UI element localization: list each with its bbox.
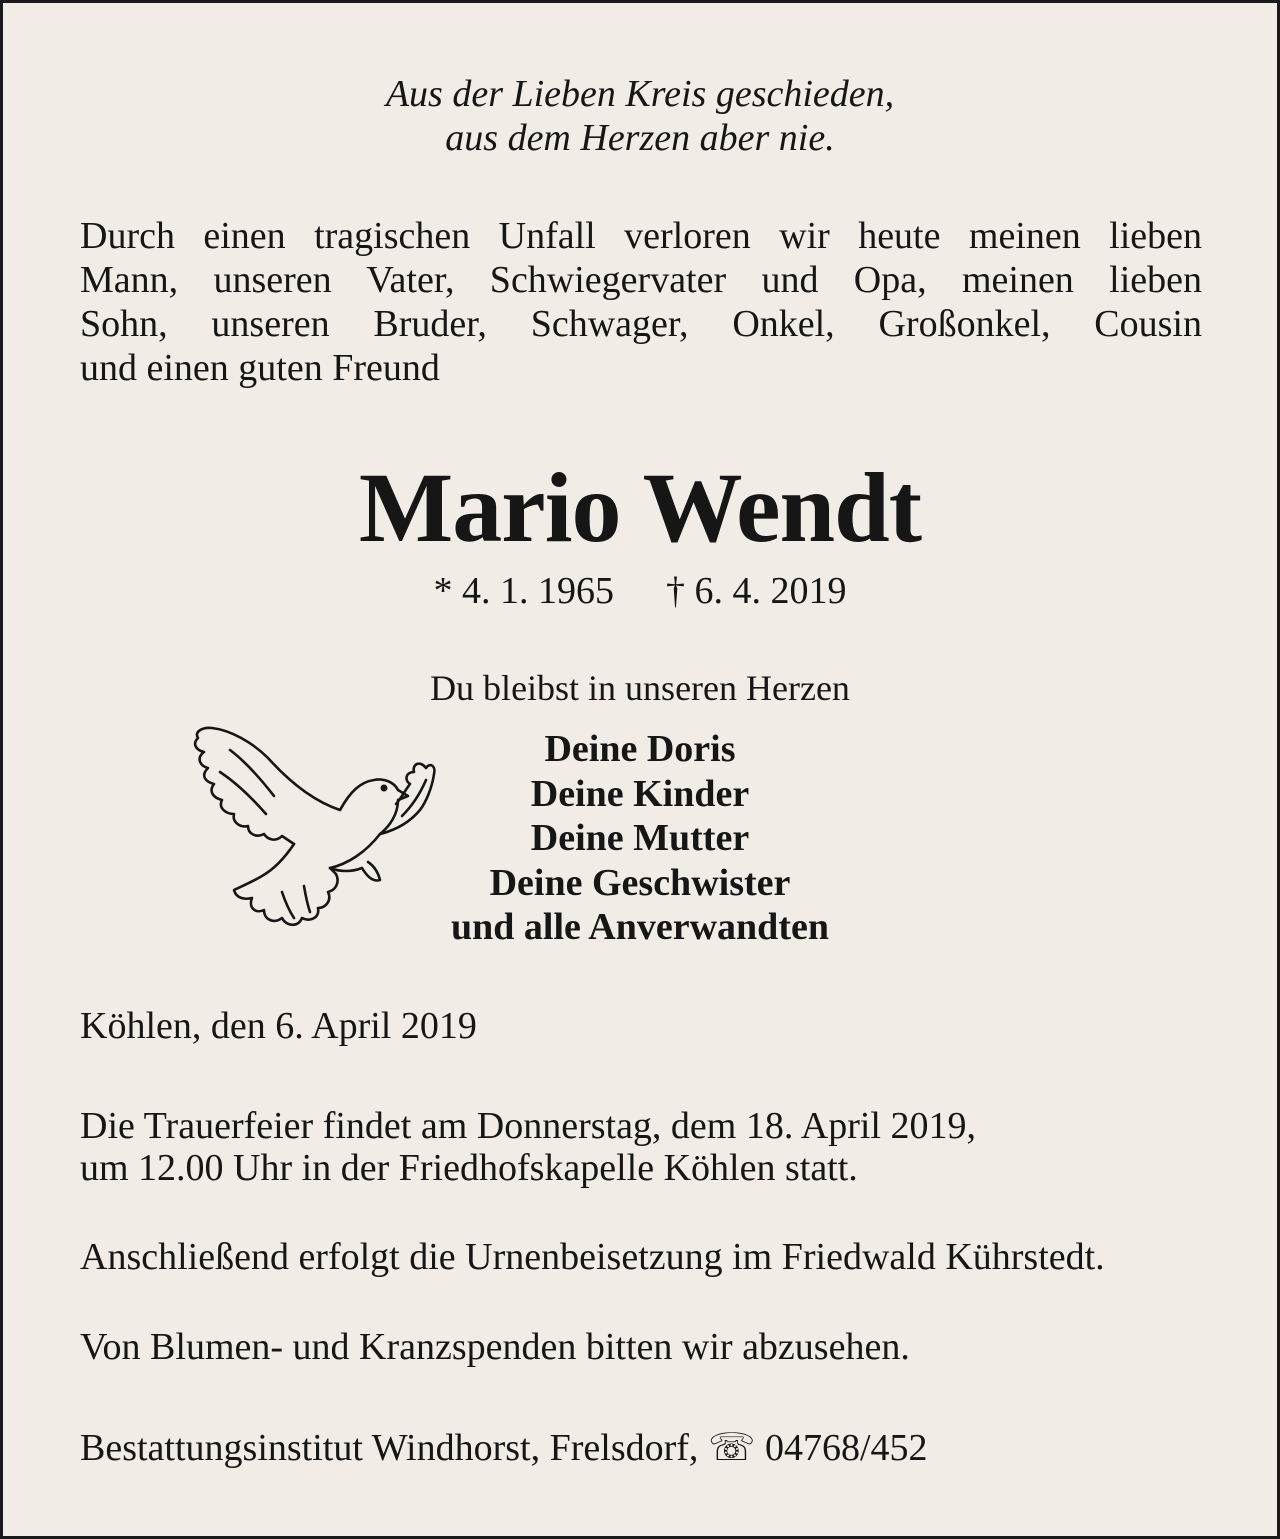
- intro-line: Mann, unseren Vater, Schwiegervater und Opa, meinen lieben: [80, 259, 1202, 301]
- life-dates: [0, 568, 1280, 614]
- motto-line-2: aus dem Herzen aber nie.: [445, 117, 835, 159]
- intro-line: Sohn, unseren Bruder, Schwager, Onkel, Großonkel, Cousin: [80, 303, 1202, 345]
- undertaker-line: [80, 1426, 928, 1470]
- burial-info: Anschließend erfolgt die Urnenbeisetzung im Friedwald Kührstedt.: [80, 1236, 1105, 1278]
- birth-date: * 4. 1. 1965: [433, 570, 614, 612]
- flowers-note: Von Blumen- und Kranzspenden bitten wir abzusehen.: [80, 1326, 910, 1368]
- intro-line: Durch einen tragischen Unfall verloren wir heute meinen lieben: [80, 215, 1202, 257]
- signer: Deine Mutter: [530, 817, 750, 859]
- service-line-2: um 12.00 Uhr in der Friedhofskapelle Köhlen statt.: [80, 1147, 858, 1189]
- closing-subhead: Du bleibst in unseren Herzen: [430, 668, 850, 708]
- motto-line-1: Aus der Lieben Kreis geschieden,: [385, 73, 895, 115]
- intro-line: und einen guten Freund: [80, 347, 440, 389]
- signers-list: [380, 727, 900, 950]
- signer: Deine Geschwister: [489, 861, 791, 904]
- service-line-1: Die Trauerfeier findet am Donnerstag, dem 18. April 2019,: [80, 1105, 976, 1147]
- deceased-name: Mario Wendt: [358, 452, 922, 563]
- signer: und alle Anverwandten: [451, 906, 829, 948]
- death-date: † 6. 4. 2019: [666, 570, 847, 612]
- telephone-icon: ☏: [707, 1427, 756, 1469]
- signer: Deine Doris: [544, 728, 736, 770]
- undertaker-name: Bestattungsinstitut Windhorst, Frelsdorf,: [80, 1427, 699, 1469]
- signer: Deine Kinder: [530, 772, 750, 815]
- intro-paragraph: [80, 214, 1202, 390]
- undertaker-phone: 04768/452: [764, 1427, 928, 1469]
- place-date: Köhlen, den 6. April 2019: [80, 1005, 477, 1047]
